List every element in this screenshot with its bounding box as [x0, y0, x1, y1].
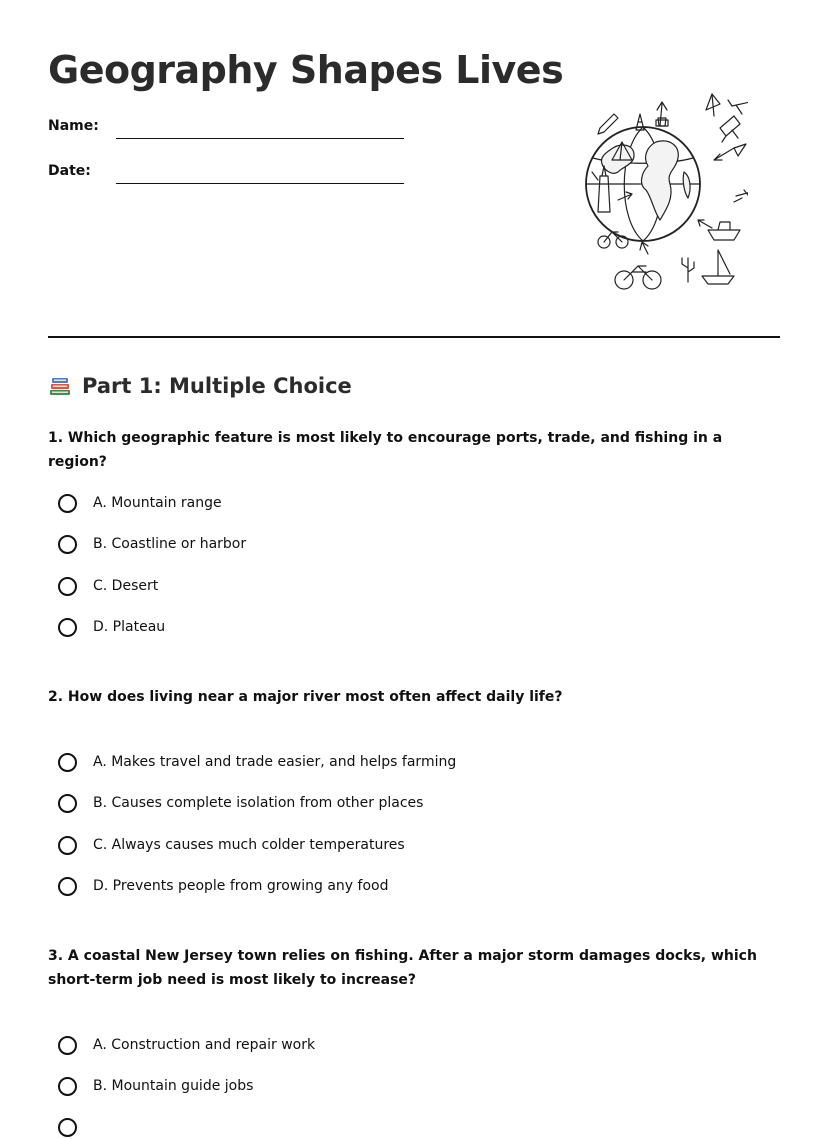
section-divider [48, 336, 780, 338]
radio-button[interactable] [58, 1118, 77, 1137]
q1-option-d[interactable] [58, 615, 165, 639]
q1-option-c[interactable] [58, 574, 158, 598]
option-label: B. Causes complete isolation from other places [93, 795, 424, 811]
radio-button[interactable] [58, 794, 77, 813]
globe-travel-illustration [538, 80, 748, 295]
option-label: A. Construction and repair work [93, 1037, 316, 1053]
radio-button[interactable] [58, 836, 77, 855]
q3-option-b[interactable] [58, 1074, 253, 1098]
radio-button[interactable] [58, 535, 77, 554]
q3-option-a[interactable] [58, 1033, 315, 1057]
option-label: C. Desert [93, 578, 159, 594]
radio-button[interactable] [58, 1077, 77, 1096]
q2-option-b[interactable] [58, 791, 423, 815]
date-line[interactable] [116, 183, 404, 184]
q2-option-d[interactable] [58, 874, 388, 898]
radio-button[interactable] [58, 753, 77, 772]
radio-button[interactable] [58, 577, 77, 596]
books-icon [48, 374, 72, 398]
option-label: C. Always causes much colder temperatures [93, 837, 405, 853]
q1-option-a[interactable] [58, 491, 222, 515]
part1-heading [48, 374, 352, 398]
option-label: D. Prevents people from growing any food [93, 878, 389, 894]
question-1: 1. Which geographic feature is most likely to encourage ports, trade, and fishing in a region? [48, 430, 723, 470]
name-line[interactable] [116, 138, 404, 139]
q2-option-a[interactable] [58, 750, 456, 774]
name-label: Name: [48, 118, 99, 134]
question-2: 2. How does living near a major river most often affect daily life? [48, 689, 563, 705]
date-label: Date: [48, 163, 91, 179]
option-label: D. Plateau [93, 619, 166, 635]
q3-option-c-partial[interactable] [58, 1115, 93, 1139]
radio-button[interactable] [58, 618, 77, 637]
date-field[interactable] [48, 163, 408, 193]
option-label: B. Coastline or harbor [93, 536, 247, 552]
question-3: 3. A coastal New Jersey town relies on fishing. After a major storm damages docks, which short-term job need is most likely to increase? [48, 948, 757, 988]
radio-button[interactable] [58, 494, 77, 513]
option-label: B. Mountain guide jobs [93, 1078, 254, 1094]
q1-option-b[interactable] [58, 532, 246, 556]
part1-title: Part 1: Multiple Choice [82, 374, 352, 398]
radio-button[interactable] [58, 1036, 77, 1055]
q2-option-c[interactable] [58, 833, 405, 857]
option-label: A. Mountain range [93, 495, 222, 511]
option-label: A. Makes travel and trade easier, and helps farming [93, 754, 457, 770]
name-field[interactable] [48, 118, 408, 148]
page-title: Geography Shapes Lives [48, 48, 564, 92]
radio-button[interactable] [58, 877, 77, 896]
